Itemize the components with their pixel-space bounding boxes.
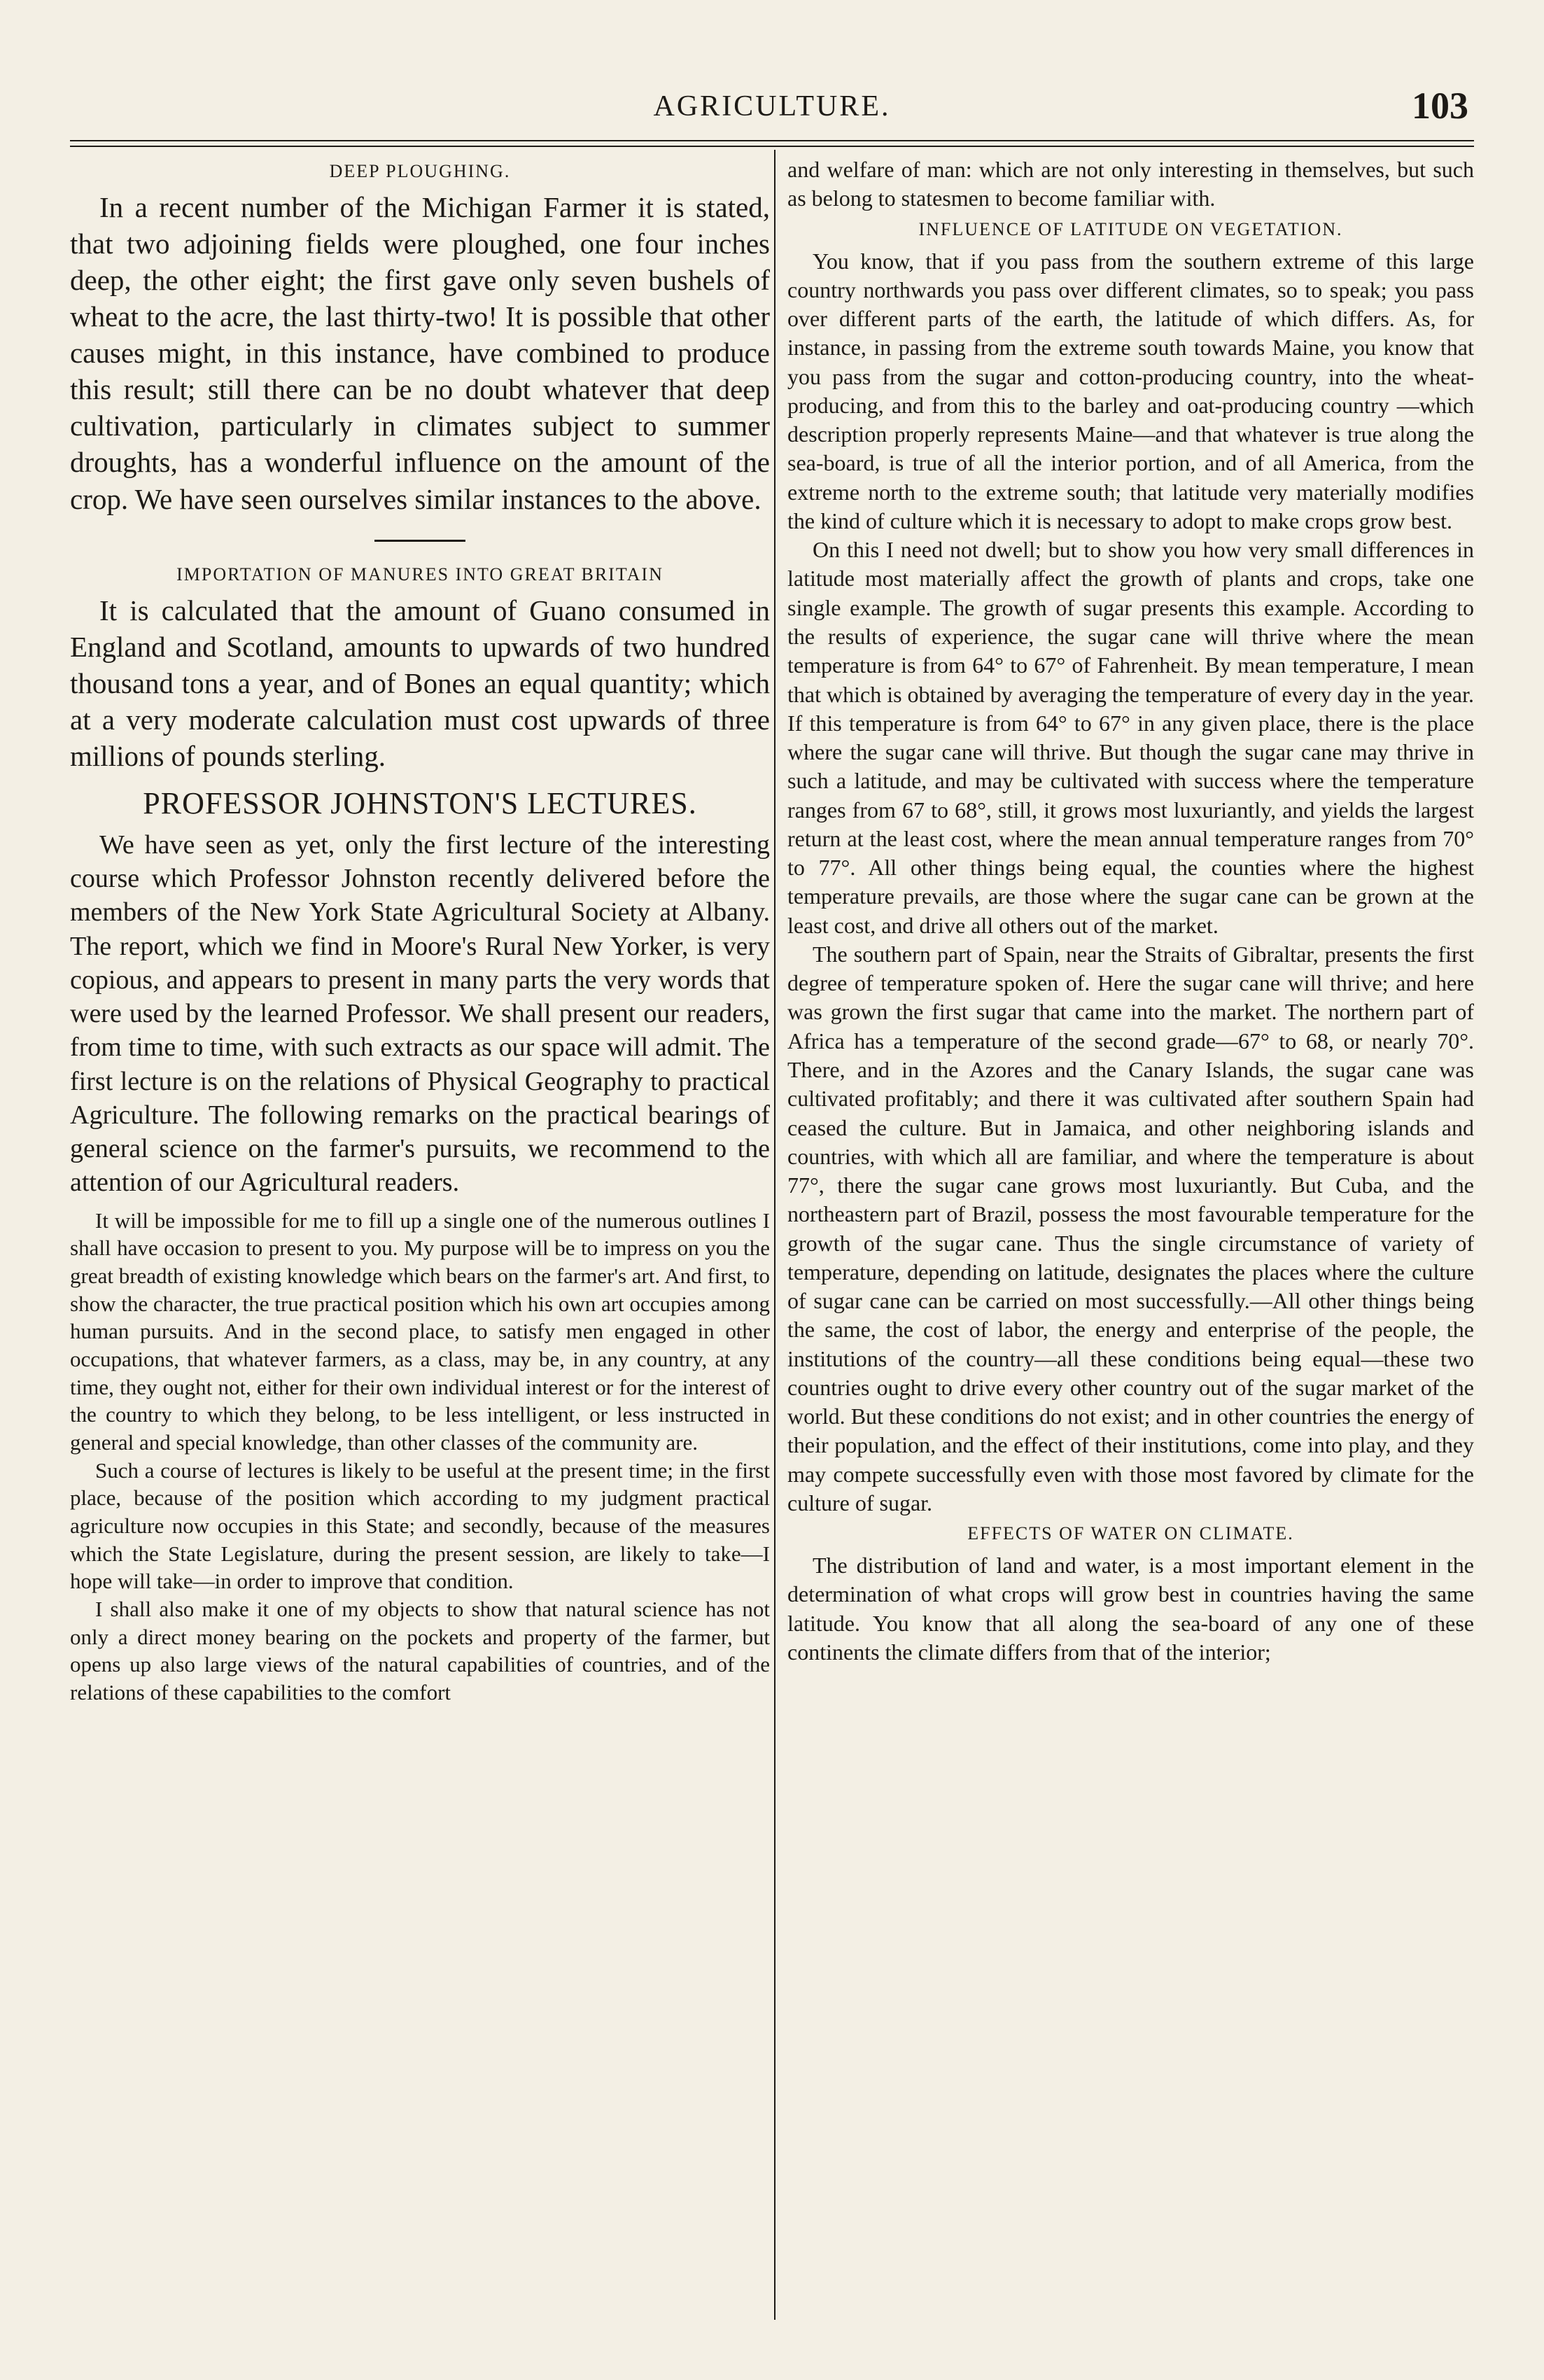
article-paragraph: The distribution of land and water, is a most important element in the determination of what crops will grow best in countries having the same latitude. You know that all along the sea-board of any one of these continents the climate differs from that of the interior; bbox=[787, 1553, 1474, 1665]
running-head: AGRICULTURE. bbox=[653, 90, 891, 122]
article-paragraph: The southern part of Spain, near the Straits of Gibraltar, presents the first degree of temperature spoken of. Here the sugar cane will thrive; and here was grown the first sugar that came into the market. The northern part of Africa has a temperature of the second grade—67° to 68, or nearly 70°. There, and in the Azores and the Canary Islands, the sugar cane was cultivated profitably; and there it was cultivated after southern Spain had ceased the culture. But in Jamaica, and other neighboring islands and countries, with which all are familiar, and where the temperature is about 77°, there the sugar cane grows most luxuriantly. But Cuba, and the northeastern part of Brazil, possess the most favourable temperature for the growth of the sugar cane. Thus the single circumstance of variety of temperature, depending on latitude, designates the places where the culture of sugar cane can be carried on most successfully.—All other things being the same, the cost of labor, the energy and enterprise of the people, the institutions of the country—all these conditions being equal—these two countries ought to drive every other country out of the sugar market of the world. But these conditions do not exist; and in other countries the energy of their population, and the effect of their institutions, come into play, and they may compete successfully even with those most favored by climate for the culture of sugar. bbox=[787, 941, 1474, 1516]
page-header bbox=[70, 84, 1474, 140]
left-column bbox=[70, 155, 770, 2318]
article-heading-lectures: PROFESSOR JOHNSTON'S LECTURES. bbox=[143, 785, 697, 820]
article-heading-latitude: INFLUENCE OF LATITUDE ON VEGETATION. bbox=[918, 218, 1343, 239]
section-separator bbox=[374, 540, 465, 542]
article-paragraph: It is calculated that the amount of Guano consumed in England and Scotland, amounts to upwards of two hundred thousand tons a year, and of Bones an equal quantity; which at a very moderate calculation must cost upwards of three millions of pounds sterling. bbox=[70, 594, 770, 772]
article-heading-water: EFFECTS OF WATER ON CLIMATE. bbox=[967, 1523, 1294, 1544]
article-paragraph: On this I need not dwell; but to show you how very small differences in latitude most materially affect the growth of plants and crops, take one single example. The growth of sugar presents this example. According to the results of experience, the sugar cane will thrive where the mean temperature is from 64° to 67° of Fahrenheit. By mean temperature, I mean that which is obtained by averaging the temperature of every day in the year. If this temperature is from 64° to 67° in any given place, there is the place where the sugar cane will thrive. But though the sugar cane may thrive in such a latitude, and may be cultivated with success where the temperature ranges from 67 to 68°, still, it grows most luxuriantly, and yields the largest return at the least cost, where the mean annual temperature ranges from 70° to 77°. All other things being equal, the counties where the highest temperature prevails, are those where the sugar cane can be grown at the least cost, and drive all others out of the market. bbox=[787, 537, 1474, 938]
article-paragraph: You know, that if you pass from the southern extreme of this large country northwards you pass over different climates, so to speak; you pass over different parts of the earth, the latitude of which differs. As, for instance, in passing from the extreme south towards Maine, you know that you pass from the sugar and cotton-producing country, into the wheat-producing, and from this to the barley and oat-producing country —which description properly represents Maine—and that whatever is true along the sea-board, is true of all the interior portion, and of all America, from the extreme north to the extreme south; that latitude very materially modifies the kind of culture which it is necessary to adopt to make crops grow best. bbox=[787, 248, 1474, 533]
article-paragraph: In a recent number of the Michigan Farmer it is stated, that two adjoining fields were ploughed, one four inches deep, the other eight; the first gave only seven bushels of wheat to the acre, the last thirty-two! It is possible that other causes might, in this instance, have combined to produce this result; still there can be no doubt whatever that deep cultivation, particularly in climates subject to summer droughts, has a wonderful influence on the amount of the crop. We have seen ourselves similar instances to the above. bbox=[70, 191, 770, 515]
column-divider bbox=[774, 150, 775, 2320]
header-rule-bottom bbox=[70, 146, 1474, 147]
page-number: 103 bbox=[1412, 85, 1468, 127]
header-rule-top bbox=[70, 140, 1474, 141]
right-column bbox=[787, 155, 1474, 2318]
article-heading-deep-ploughing: DEEP PLOUGHING. bbox=[329, 161, 511, 181]
continued-paragraph: and welfare of man: which are not only interesting in themselves, but such as belong to statesmen to become familiar with. bbox=[787, 157, 1474, 211]
article-heading-manures: IMPORTATION OF MANURES INTO GREAT BRITAIN bbox=[176, 564, 664, 584]
lecture-extract-paragraph: Such a course of lectures is likely to be useful at the present time; in the first place, because of the position which according to my judgment practical agriculture now occupies in this State; and secondly, because of the measures which the State Legislature, during the present session, are likely to take—I hope will take—in order to improve that condition. bbox=[70, 1457, 770, 1594]
lecture-extract-paragraph: I shall also make it one of my objects to show that natural science has not only a direct money bearing on the pockets and property of the farmer, but opens up also large views of the natural capabilities of countries, and of the relations of these capabilities to the comfort bbox=[70, 1597, 770, 1705]
lectures-intro: We have seen as yet, only the first lecture of the interesting course which Professor Johnston recently delivered before the members of the New York State Agricultural Society at Albany. The report, which we find in Moore's Rural New Yorker, is very copious, and appears to present in many parts the very words that were used by the learned Professor. We shall present our readers, from time to time, with such extracts as our space will admit. The first lecture is on the relations of Physical Geography to practical Agriculture. The following remarks on the practical bearings of general science on the farmer's pursuits, we recommend to the attention of our Agricultural readers. bbox=[70, 830, 770, 1198]
lecture-extract-paragraph: It will be impossible for me to fill up a single one of the numerous outlines I shall have occasion to present to you. My purpose will be to impress on you the great breadth of existing knowledge which bears on the farmer's art. And first, to show the character, the true practical position which his own art occupies among human pursuits. And in the second place, to satisfy men engaged in other occupations, that whatever farmers, as a class, may be, in any country, at any time, they ought not, either for their own individual interest or for the interest of the country to which they belong, to be less intelligent, or less instructed in general and special knowledge, than other classes of the community are. bbox=[70, 1208, 770, 1455]
